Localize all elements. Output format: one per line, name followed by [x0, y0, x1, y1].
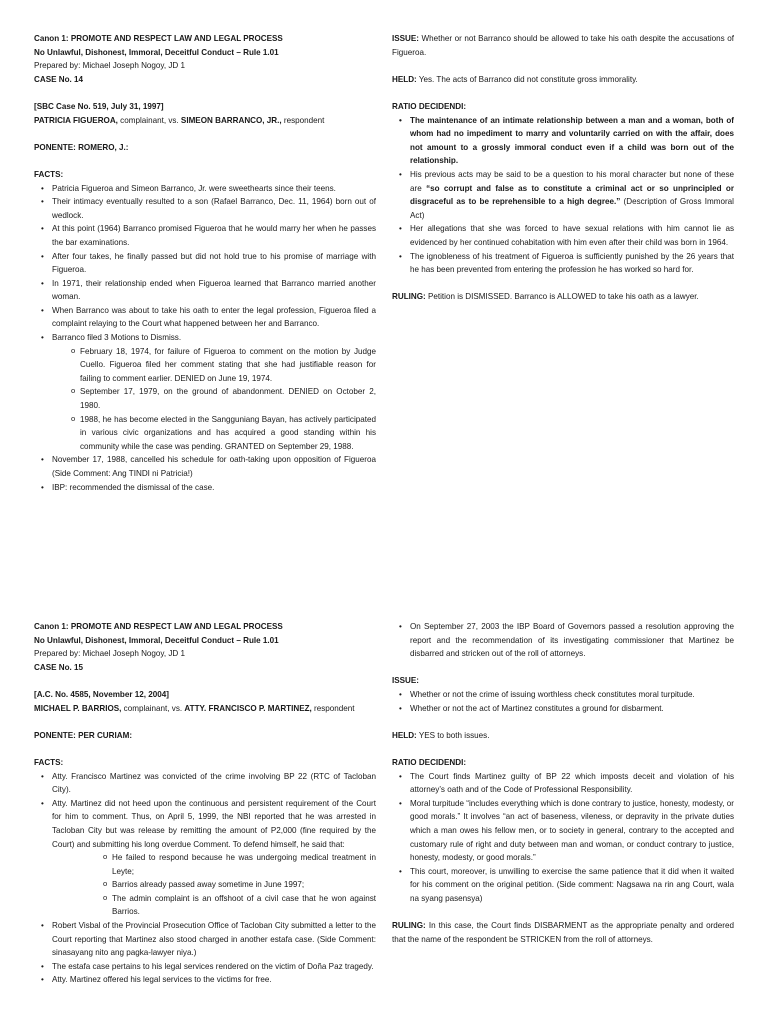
case-citation: [A.C. No. 4585, November 12, 2004] — [34, 689, 169, 699]
defense-item: o The admin complaint is an offshoot of a civil case that he won against Barrios. — [52, 892, 376, 919]
fact-item: • When Barranco was about to take his oath to enter the legal profession, Figueroa filed a complaint relaying to the Court what happened between her and Barranco. — [34, 304, 376, 331]
case-parties — [34, 114, 376, 128]
left-column — [34, 620, 376, 987]
rule-heading: No Unlawful, Dishonest, Immoral, Deceitful Conduct – Rule 1.01 — [34, 47, 279, 57]
facts-label: FACTS: — [34, 169, 64, 179]
canon-heading: Canon 1: PROMOTE AND RESPECT LAW AND LEGAL PROCESS — [34, 34, 283, 43]
ratio-text: (Description of Gross Immoral Act) — [410, 197, 734, 220]
fact-item: • IBP: recommended the dismissal of the case. — [34, 481, 376, 495]
rule-heading: No Unlawful, Dishonest, Immoral, Deceitful Conduct – Rule 1.01 — [34, 635, 279, 645]
respondent-name: ATTY. FRANCISCO P. MARTINEZ, — [184, 703, 312, 713]
motion-item: o February 18, 1974, for failure of Figueroa to comment on the motion by Judge Cuello. Figueroa filed her comment stating that she had justifiable reason for failing to comment earlier. DENIED on June 19, 1974. — [52, 345, 376, 386]
issues-list — [392, 688, 734, 715]
prepared-by: Prepared by: Michael Joseph Nogoy, JD 1 — [34, 61, 186, 71]
fact-item: • Atty. Martinez offered his legal services to the victims for free. — [34, 973, 376, 987]
ponente: PONENTE: PER CURIAM: — [34, 730, 133, 740]
held-text: Yes. The acts of Barranco did not constitute gross immorality. — [416, 74, 638, 84]
defenses-list — [52, 851, 376, 919]
motion-item: o September 17, 1979, on the ground of abandonment. DENIED on October 2, 1980. — [52, 385, 376, 412]
ruling-text: Petition is DISMISSED. Barranco is ALLOWED to take his oath as a lawyer. — [425, 292, 699, 302]
ibp-list — [392, 620, 734, 661]
facts-label: FACTS: — [34, 757, 64, 767]
motions-list — [52, 345, 376, 454]
right-column — [392, 32, 734, 304]
ponente: PONENTE: ROMERO, J.: — [34, 142, 129, 152]
ruling-label: RULING: — [392, 921, 426, 931]
left-column — [34, 32, 376, 494]
case-number: CASE No. 14 — [34, 74, 84, 84]
parties-vs: complainant, vs. — [121, 703, 185, 713]
ibp-resolution: • On September 27, 2003 the IBP Board of Governors passed a resolution approving the report and the recommendation of its investigating commissioner that Martinez be disbarred and stricken out of the roll of attorneys. — [392, 620, 734, 661]
held-paragraph — [392, 73, 734, 87]
case-parties — [34, 702, 376, 716]
prepared-by: Prepared by: Michael Joseph Nogoy, JD 1 — [34, 649, 186, 659]
ratio-item: • Her allegations that she was forced to have sexual relations with him cannot lie as evidenced by her continued cohabitation with him even after their child was born in 1964. — [392, 222, 734, 249]
ratio-item: • The maintenance of an intimate relationship between a man and a woman, both of whom had no impediment to marry and voluntarily carried on with the affair, does not amount to a grossly immoral conduct even if a child was born out of the relationship. — [392, 114, 734, 168]
ratio-item: • The Court finds Martinez guilty of BP 22 which imposts deceit and violation of his attorney’s oath and of the Code of Professional Responsibility. — [392, 770, 734, 797]
page-case-15 — [0, 592, 768, 1024]
canon-heading: Canon 1: PROMOTE AND RESPECT LAW AND LEGAL PROCESS — [34, 622, 283, 631]
complainant-name: MICHAEL P. BARRIOS, — [34, 703, 122, 713]
ruling-paragraph — [392, 919, 734, 946]
fact-item — [34, 331, 376, 453]
defense-item: o Barrios already passed away sometime in June 1997; — [52, 878, 376, 892]
ratio-text: His previous acts may be said to be a question to his moral character but none of these are — [410, 169, 734, 193]
fact-item: • Robert Visbal of the Provincial Prosecution Office of Tacloban City submitted a letter to the Court reporting that Martinez also stood charged in another estafa case. (Side Comment: sinasayang nito ang pagka-lawyer niya.) — [34, 919, 376, 960]
fact-item: • Their intimacy eventually resulted to a son (Rafael Barranco, Dec. 11, 1964) born out of wedlock. — [34, 195, 376, 222]
fact-text: Atty. Martinez did not heed upon the continuous and persistent requirement of the Court for him to comment. Thus, on April 5, 1999, the NBI reported that he was arrested in Tacloban City but was release by remitting the amount of P2,000 (fine required by the Court) and submitting his long overdue Comment. To defend himself, he said that: — [52, 798, 376, 849]
held-label: HELD: — [392, 730, 417, 740]
held-text: YES to both issues. — [416, 730, 490, 740]
ruling-label: RULING: — [392, 292, 426, 302]
fact-item: • Patricia Figueroa and Simeon Barranco, Jr. were sweethearts since their teens. — [34, 182, 376, 196]
case-citation: [SBC Case No. 519, July 31, 1997] — [34, 101, 164, 111]
parties-tail: respondent — [311, 703, 355, 713]
ratio-quote: “so corrupt and false as to constitute a criminal act or so unprincipled or disgraceful as to be reprehensible to a high degree.” — [410, 183, 735, 207]
held-paragraph — [392, 729, 734, 743]
ratio-list — [392, 114, 734, 277]
fact-item: • In 1971, their relationship ended when Figueroa learned that Barranco married another woman. — [34, 277, 376, 304]
ratio-item: • Moral turpitude “includes everything which is done contrary to justice, honesty, modesty, or good morals.” It involves “an act of baseness, vileness, or depravity in the private duties which a man owes his fellow men, or to society in general, contrary to the accepted and customary rule of right and duty between man and woman, or conduct contrary to justice, honesty, modesty, or good morals.” — [392, 797, 734, 865]
ratio-item: • This court, moreover, is unwilling to exercise the same patience that it did when it waited for his comment on the original petition. (Side comment: Nagsawa na rin ang Court, wala na syang pasensya) — [392, 865, 734, 906]
issue-label: ISSUE: — [392, 676, 419, 686]
fact-item: • The estafa case pertains to his legal services rendered on the victim of Doña Paz tragedy. — [34, 960, 376, 974]
issue-label: ISSUE: — [392, 34, 419, 43]
ratio-label: RATIO DECIDENDI: — [392, 101, 467, 111]
parties-vs: complainant, vs. — [117, 115, 181, 125]
defense-item: o He failed to respond because he was undergoing medical treatment in Leyte; — [52, 851, 376, 878]
issue-item: • Whether or not the crime of issuing worthless check constitutes moral turpitude. — [392, 688, 734, 702]
fact-item: • After four takes, he finally passed but did not hold true to his promise of marriage with Figueroa. — [34, 250, 376, 277]
fact-item: • November 17, 1988, cancelled his schedule for oath-taking upon opposition of Figueroa (Side Comment: Ang TINDI ni Patricia!) — [34, 453, 376, 480]
issue-paragraph — [392, 32, 734, 59]
held-label: HELD: — [392, 74, 417, 84]
parties-tail: respondent — [281, 115, 325, 125]
ratio-list — [392, 770, 734, 906]
right-column — [392, 620, 734, 946]
fact-item — [34, 797, 376, 919]
facts-list — [34, 770, 376, 988]
case-number: CASE No. 15 — [34, 662, 84, 672]
respondent-name: SIMEON BARRANCO, JR., — [180, 115, 282, 125]
ruling-text: In this case, the Court finds DISBARMENT as the appropriate penalty and ordered that the name of the respondent be STRICKEN from the roll of attorneys. — [392, 921, 734, 944]
ratio-label: RATIO DECIDENDI: — [392, 757, 467, 767]
ruling-paragraph — [392, 290, 734, 304]
ratio-item — [392, 168, 734, 222]
motion-item: o 1988, he has become elected in the Sangguniang Bayan, has actively participated in various civic organizations and has acquired a good standing within his community while the case was pending. GRANTED on September 29, 1988. — [52, 413, 376, 454]
issue-item: • Whether or not the act of Martinez constitutes a ground for disbarment. — [392, 702, 734, 716]
issue-text: Whether or not Barranco should be allowed to take his oath despite the accusations of Figueroa. — [392, 34, 734, 57]
fact-item: • At this point (1964) Barranco promised Figueroa that he would marry her when he passes the bar examinations. — [34, 222, 376, 249]
ratio-item: • The ignobleness of his treatment of Figueroa is sufficiently punished by the 26 years that he has been prevented from entering the profession he has worked so hard for. — [392, 250, 734, 277]
fact-motions-text: Barranco filed 3 Motions to Dismiss. — [52, 333, 182, 343]
complainant-name: PATRICIA FIGUEROA, — [34, 115, 118, 125]
facts-list — [34, 182, 376, 495]
fact-item: • Atty. Francisco Martinez was convicted of the crime involving BP 22 (RTC of Tacloban City). — [34, 770, 376, 797]
